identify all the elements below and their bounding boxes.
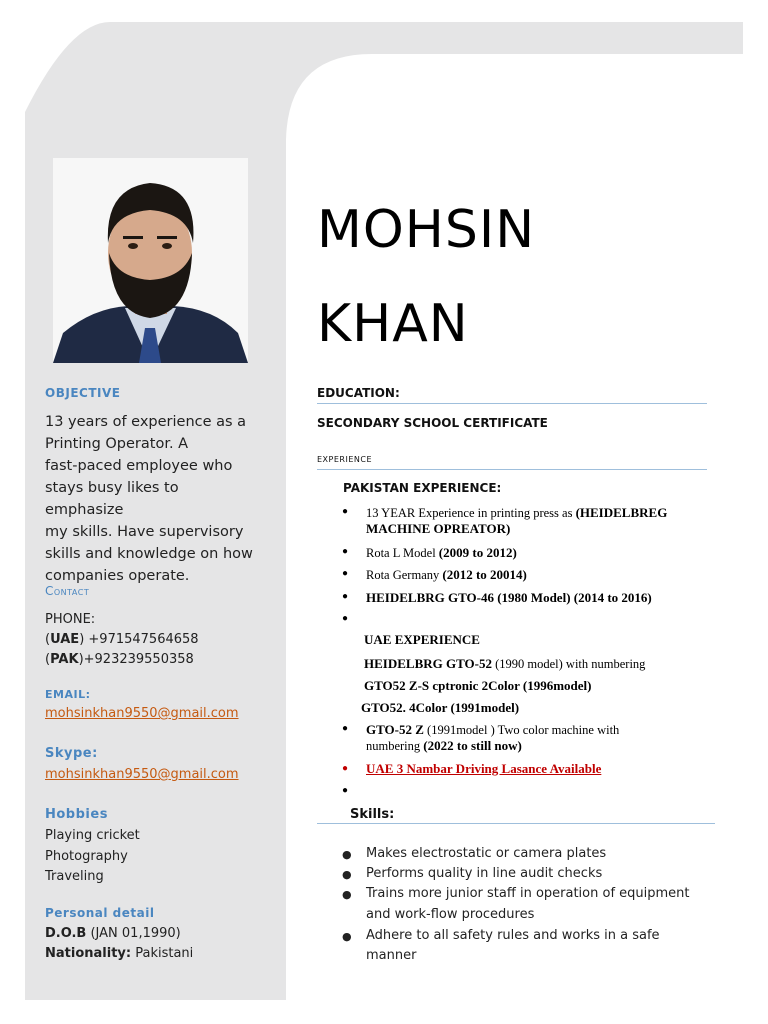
personal-heading: Personal detail bbox=[45, 906, 155, 920]
objective-line: 13 years of experience as a bbox=[45, 414, 247, 430]
divider bbox=[317, 469, 707, 470]
bullet: ● bbox=[342, 763, 349, 774]
skill-item-continued: manner bbox=[366, 948, 417, 963]
pak-item bbox=[366, 567, 716, 583]
divider bbox=[317, 403, 707, 404]
skill-item: Makes electrostatic or camera plates bbox=[366, 846, 607, 861]
objective-line: my skills. Have supervisory bbox=[45, 524, 244, 540]
uae-line: GTO52. 4Color (1991model) bbox=[361, 700, 520, 715]
bullet: ● bbox=[342, 930, 352, 943]
uae-experience-heading: UAE EXPERIENCE bbox=[364, 632, 480, 647]
objective-heading: OBJECTIVE bbox=[45, 386, 121, 400]
email-heading: EMAIL: bbox=[45, 688, 91, 701]
pak-item-text: Rota L Model bbox=[366, 546, 439, 560]
hobby-item: Playing cricket bbox=[45, 828, 140, 843]
pak-item-text: Rota Germany bbox=[366, 568, 443, 582]
dob-label: D.O.B bbox=[45, 926, 87, 941]
bullet: ● bbox=[342, 613, 349, 624]
uae-line-text: (1990 model) with numbering bbox=[491, 657, 646, 671]
objective-line: skills and knowledge on how bbox=[45, 546, 253, 562]
bullet: ● bbox=[342, 546, 349, 557]
nationality-value: Pakistani bbox=[131, 946, 194, 961]
bullet: ● bbox=[342, 868, 352, 881]
uae-line: GTO52 Z-S cptronic 2Color (1996model) bbox=[364, 678, 592, 693]
uae-item-text: numbering bbox=[366, 739, 424, 753]
uae-item-text: (1991model ) Two color machine with bbox=[423, 723, 620, 737]
skill-item-continued: and work-flow procedures bbox=[366, 907, 535, 922]
bullet: ● bbox=[342, 723, 349, 734]
experience-heading: EXPERIENCE bbox=[317, 455, 373, 464]
phone-uae: (UAE) +971547564658 bbox=[45, 632, 199, 647]
license-note: UAE 3 Nambar Driving Lasance Available bbox=[366, 761, 602, 776]
pak-experience-heading: PAKISTAN EXPERIENCE: bbox=[343, 481, 502, 495]
pak-item-bold: MACHINE OPREATOR) bbox=[366, 521, 511, 536]
dob-value: (JAN 01,1990) bbox=[86, 926, 181, 941]
bullet: ● bbox=[342, 568, 349, 579]
objective-line: companies operate. bbox=[45, 568, 190, 584]
uae-item bbox=[366, 722, 716, 754]
profile-photo bbox=[53, 158, 248, 363]
hobby-item: Traveling bbox=[45, 869, 104, 884]
skill-item: Performs quality in line audit checks bbox=[366, 866, 603, 881]
pak-item-text: 13 YEAR Experience in printing press as bbox=[366, 506, 576, 520]
hobbies-heading: Hobbies bbox=[45, 807, 108, 822]
bullet: ● bbox=[342, 785, 349, 796]
phone-uae-number: +971547564658 bbox=[88, 632, 199, 647]
pak-item-bold: (2009 to 2012) bbox=[438, 545, 517, 560]
phone-label: PHONE: bbox=[45, 612, 96, 627]
nationality-line bbox=[45, 944, 260, 964]
bullet: ● bbox=[342, 591, 349, 602]
objective-text bbox=[45, 411, 260, 587]
skill-item: Adhere to all safety rules and works in a safe bbox=[366, 928, 660, 943]
skype-link[interactable]: mohsinkhan9550@gmail.com bbox=[45, 767, 239, 782]
uae-item-bold: (2022 to still now) bbox=[423, 738, 522, 753]
divider bbox=[317, 823, 715, 824]
uae-item-bold: GTO-52 Z bbox=[366, 722, 424, 737]
education-item: SECONDARY SCHOOL CERTIFICATE bbox=[317, 416, 548, 430]
name-first: MOHSIN bbox=[317, 200, 536, 260]
phone-pak-tag: PAK bbox=[50, 652, 79, 667]
dob-line bbox=[45, 924, 260, 944]
uae-line-bold: HEIDELBRG GTO-52 bbox=[364, 656, 492, 671]
nationality-label: Nationality: bbox=[45, 946, 132, 961]
objective-line: stays busy likes to emphasize bbox=[45, 480, 179, 518]
uae-line bbox=[364, 656, 714, 672]
skill-item: Trains more junior staff in operation of equipment bbox=[366, 886, 690, 901]
objective-line: Printing Operator. A bbox=[45, 436, 189, 452]
skills-heading: Skills: bbox=[350, 807, 395, 822]
objective-line: fast-paced employee who bbox=[45, 458, 233, 474]
bullet: ● bbox=[342, 506, 349, 517]
bullet: ● bbox=[342, 888, 352, 901]
pak-item bbox=[366, 545, 716, 561]
pak-item-bold: (2012 to 20014) bbox=[442, 567, 527, 582]
hobby-item: Photography bbox=[45, 849, 128, 864]
pak-item-bold: (HEIDELBREG bbox=[575, 505, 668, 520]
bullet: ● bbox=[342, 848, 352, 861]
contact-heading: Contact bbox=[45, 584, 90, 598]
phone-pak: (PAK)+923239550358 bbox=[45, 652, 194, 667]
education-heading: EDUCATION: bbox=[317, 386, 400, 400]
pak-item: HEIDELBRG GTO-46 (1980 Model) (2014 to 2016) bbox=[366, 590, 652, 605]
phone-uae-tag: UAE bbox=[50, 632, 80, 647]
email-link[interactable]: mohsinkhan9550@gmail.com bbox=[45, 706, 239, 721]
phone-pak-number: +923239550358 bbox=[83, 652, 194, 667]
skype-heading: Skype: bbox=[45, 746, 98, 761]
name-last: KHAN bbox=[317, 294, 469, 354]
pak-item bbox=[366, 505, 716, 536]
